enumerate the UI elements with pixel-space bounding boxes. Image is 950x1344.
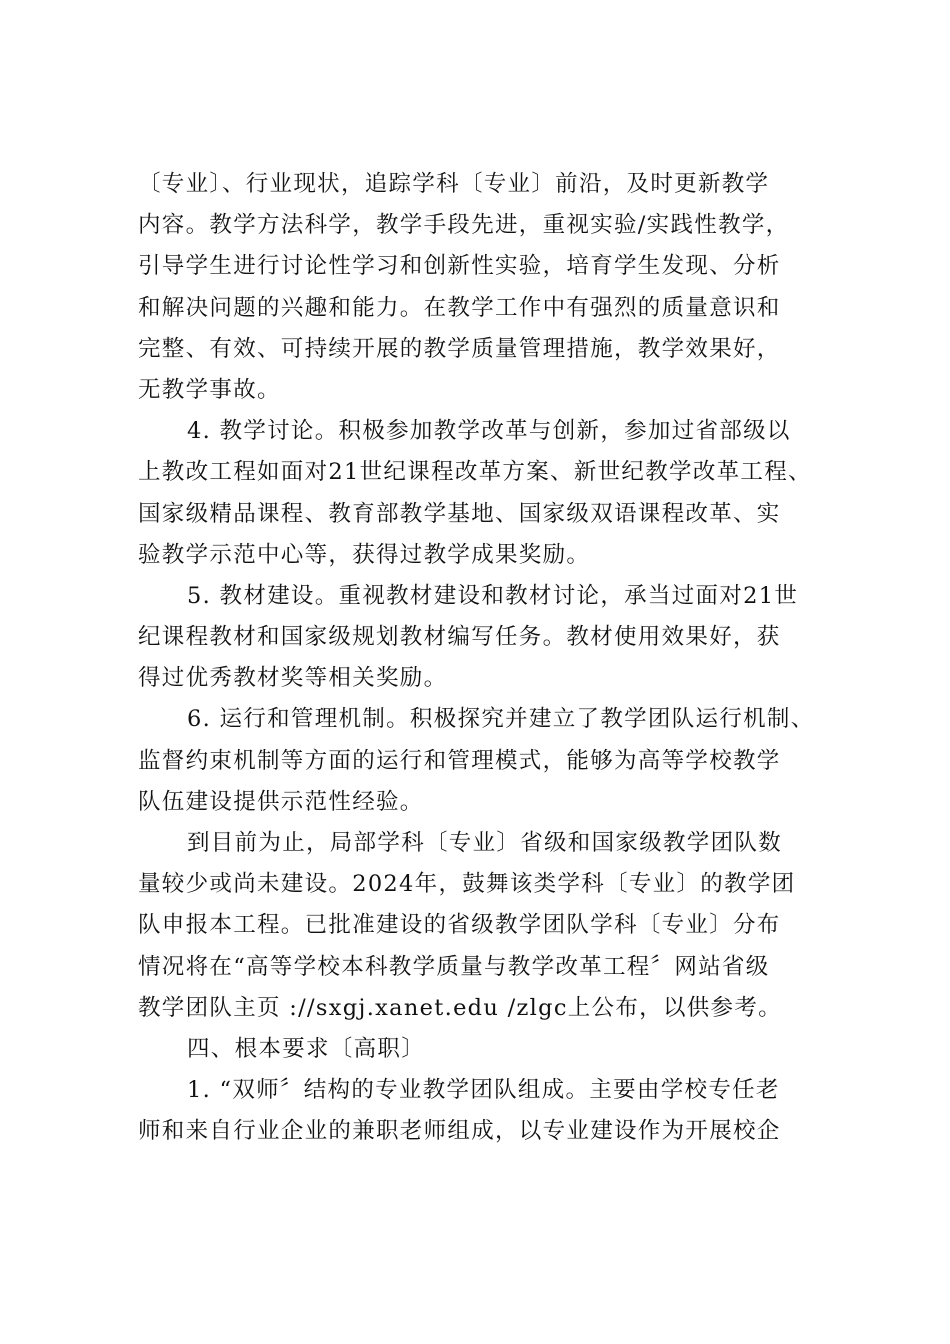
text-line: 国家级精品课程、教育部教学基地、国家级双语课程改革、实: [138, 500, 781, 527]
text-line: 得过优秀教材奖等相关奖励。: [138, 665, 448, 692]
text-line: 师和来自行业企业的兼职老师组成，以专业建设作为开展校企: [138, 1118, 781, 1145]
text-line: 情况将在“高等学校本科教学质量与教学改革工程〞网站省级: [138, 953, 770, 980]
text-line: 引导学生进行讨论性学习和创新性实验，培育学生发现、分析: [138, 253, 781, 280]
text-line: 〔专业〕、行业现状，追踪学科〔专业〕前沿，及时更新教学: [138, 171, 770, 197]
text-line: 教学团队主页 ://sxgj.xanet.edu /zlgc上公布，以供参考。: [138, 994, 782, 1021]
paragraph-start-status: 到目前为止，局部学科〔专业〕省级和国家级教学团队数: [187, 830, 783, 856]
paragraph-start-item-6: 6. 运行和管理机制。积极探究并建立了教学团队运行机制、: [187, 706, 815, 733]
text-line: 量较少或尚未建设。2024年，鼓舞该类学科〔专业〕的教学团: [138, 871, 796, 898]
text-line: 上教改工程如面对21世纪课程改革方案、新世纪教学改革工程、: [138, 459, 812, 486]
paragraph-start-item-5: 5. 教材建设。重视教材建设和教材讨论，承当过面对21世: [187, 582, 799, 609]
document-body: [138, 164, 856, 1153]
text-line: 无教学事故。: [138, 376, 281, 403]
text-line: 验教学示范中心等，获得过教学成果奖励。: [138, 541, 591, 568]
section-heading: 四、根本要求〔高职〕: [187, 1035, 426, 1062]
text-line: 队伍建设提供示范性经验。: [138, 788, 424, 815]
paragraph-start-item-1: 1. “双师〞结构的专业教学团队组成。主要由学校专任老: [187, 1077, 780, 1104]
text-line: 内容。教学方法科学，教学手段先进，重视实验/实践性教学，: [138, 212, 790, 239]
text-line: 和解决问题的兴趣和能力。在教学工作中有强烈的质量意识和: [138, 294, 781, 321]
text-line: 队申报本工程。已批准建设的省级教学团队学科〔专业〕分布: [138, 912, 781, 939]
paragraph-start-item-4: 4. 教学讨论。积极参加教学改革与创新，参加过省部级以: [187, 418, 791, 445]
text-line: 纪课程教材和国家级规划教材编写任务。教材使用效果好，获: [138, 624, 781, 651]
text-line: 监督约束机制等方面的运行和管理模式，能够为高等学校教学: [138, 747, 781, 774]
text-line: 完整、有效、可持续开展的教学质量管理措施，教学效果好，: [138, 335, 781, 362]
